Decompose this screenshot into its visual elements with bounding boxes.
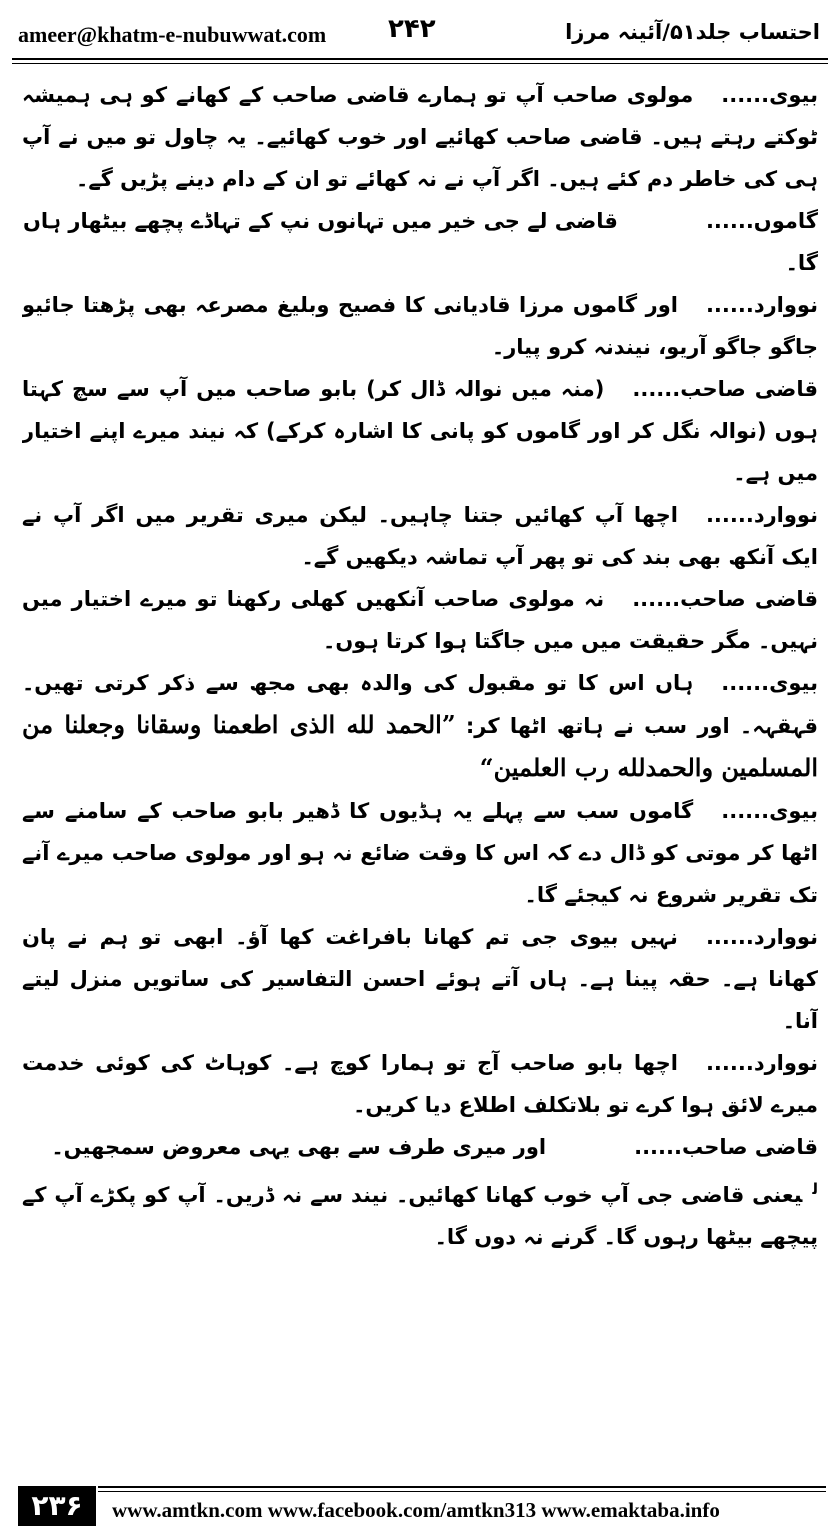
dialogue-text: ہاں اس کا تو مقبول کی والدہ بھی مجھ سے ذکر کرتی تھیں۔ قہقہہ۔ اور سب نے ہاتھ اٹھا کر: bbox=[22, 671, 818, 738]
footer-rule-thin bbox=[98, 1491, 826, 1492]
header-book-title: احتساب جلد۵۱/آئینہ مرزا bbox=[565, 20, 820, 44]
footer-rule bbox=[98, 1486, 826, 1488]
dialogue-text: اور میری طرف سے بھی یہی معروض سمجھیں۔ bbox=[51, 1135, 547, 1159]
dialogue-text: اور گاموں مرزا قادیانی کا فصیح وبلیغ مصرعہ بھی پڑھتا جائیو جاگو جاگو آریو، نیندنہ کرو پیار۔ bbox=[22, 293, 818, 359]
dialogue-paragraph bbox=[22, 1042, 818, 1126]
dialogue-paragraph bbox=[22, 578, 818, 662]
speaker-label: گاموں...... bbox=[705, 209, 818, 233]
dialogue-paragraph bbox=[22, 790, 818, 916]
speaker-label: قاضی صاحب...... bbox=[634, 1135, 818, 1159]
dialogue-text: قاضی لے جی خیر میں تہانوں نپ کے تہاڈے پچھے بیٹھار ہاں گا۔ bbox=[22, 209, 818, 275]
dialogue-paragraph bbox=[22, 368, 818, 494]
speaker-label: بیوی...... bbox=[721, 671, 818, 695]
header-page-number: ۲۴۲ bbox=[388, 14, 436, 44]
dialogue-text: نہ مولوی صاحب آنکھیں کھلی رکھنا تو میرے اختیار میں نہیں۔ مگر حقیقت میں میں جاگتا ہوا کرتا ہوں۔ bbox=[22, 587, 818, 653]
dialogue-paragraph bbox=[22, 494, 818, 578]
page-content bbox=[22, 74, 818, 1462]
speaker-label: بیوی...... bbox=[721, 83, 818, 107]
dialogue-paragraph bbox=[22, 74, 818, 200]
footnote bbox=[22, 1168, 818, 1258]
dialogue-paragraph bbox=[22, 662, 818, 790]
page-footer bbox=[0, 1478, 840, 1540]
dialogue-paragraph bbox=[22, 916, 818, 1042]
speaker-label: قاضی صاحب...... bbox=[632, 377, 818, 401]
dialogue-text: (منہ میں نوالہ ڈال کر) بابو صاحب میں آپ سے سچ کہتا ہوں (نوالہ نگل کر اور گاموں کو پانی کا اشارہ کرکے) کہ نیند میرے اپنے اختیار میں ہے۔ bbox=[22, 377, 818, 485]
page-header bbox=[0, 0, 840, 62]
header-rule-thin bbox=[12, 63, 828, 64]
footer-page-number: ۲۳۶ bbox=[18, 1486, 96, 1526]
dialogue-text: اچھا آپ کھائیں جتنا چاہیں۔ لیکن میری تقریر میں اگر آپ نے ایک آنکھ بھی بند کی تو پھر آپ تماشہ دیکھیں گے۔ bbox=[22, 503, 818, 569]
dialogue-paragraph bbox=[22, 1126, 818, 1168]
speaker-label: بیوی...... bbox=[721, 799, 818, 823]
dialogue-text: نہیں بیوی جی تم کھانا بافراغت کھا آؤ۔ ابھی تو ہم نے پان کھانا ہے۔ حقہ پینا ہے۔ ہاں آتے ہوئے احسن التفاسیر کی ساتویں منزل لیتے آنا۔ bbox=[22, 925, 818, 1033]
speaker-label: نووارد...... bbox=[705, 503, 818, 527]
speaker-label: نووارد...... bbox=[705, 1051, 818, 1075]
header-email: ameer@khatm-e-nubuwwat.com bbox=[18, 22, 327, 47]
dialogue-paragraph bbox=[22, 200, 818, 284]
dialogue-text: گاموں سب سے پہلے یہ ہڈیوں کا ڈھیر بابو صاحب کے سامنے سے اٹھا کر موتی کو ڈال دے کہ اس کا وقت ضائع نہ ہو اور مولوی صاحب میرے آنے تک تقریر شروع نہ کیجئے گا۔ bbox=[22, 799, 818, 907]
speaker-label: قاضی صاحب...... bbox=[632, 587, 818, 611]
footnote-marker: ل bbox=[812, 1180, 818, 1198]
footer-urls: www.amtkn.com www.facebook.com/amtkn313 www.emaktaba.info bbox=[112, 1498, 720, 1522]
dialogue-text: اچھا بابو صاحب آج تو ہمارا کوچ ہے۔ کوہاٹ کی کوئی خدمت میرے لائق ہوا کرے تو بلاتکلف اطلاع دیا کریں۔ bbox=[22, 1051, 818, 1117]
speaker-label: نووارد...... bbox=[705, 293, 818, 317]
speaker-label: نووارد...... bbox=[705, 925, 818, 949]
header-rule bbox=[12, 58, 828, 60]
footnote-text: یعنی قاضی جی آپ خوب کھانا کھائیں۔ نیند سے نہ ڈریں۔ آپ کو پکڑے آپ کے پیچھے بیٹھا رہوں گا۔ گرنے نہ دوں گا۔ bbox=[22, 1183, 818, 1249]
dialogue-paragraph bbox=[22, 284, 818, 368]
dialogue-text: مولوی صاحب آپ تو ہمارے قاضی صاحب کے کھانے کو ہی ہمیشہ ٹوکتے رہتے ہیں۔ قاضی صاحب کھائیے اور خوب کھائیے۔ یہ چاول تو میں نے آپ ہی کی خاطر دم کئے ہیں۔ اگر آپ نے نہ کھائے تو ان کے دام دینے پڑیں گے۔ bbox=[22, 83, 818, 191]
arabic-prayer: ”الحمد لله الذی اطعمنا وسقانا وجعلنا من المسلمین والحمدلله رب العلمین“ bbox=[22, 710, 818, 782]
